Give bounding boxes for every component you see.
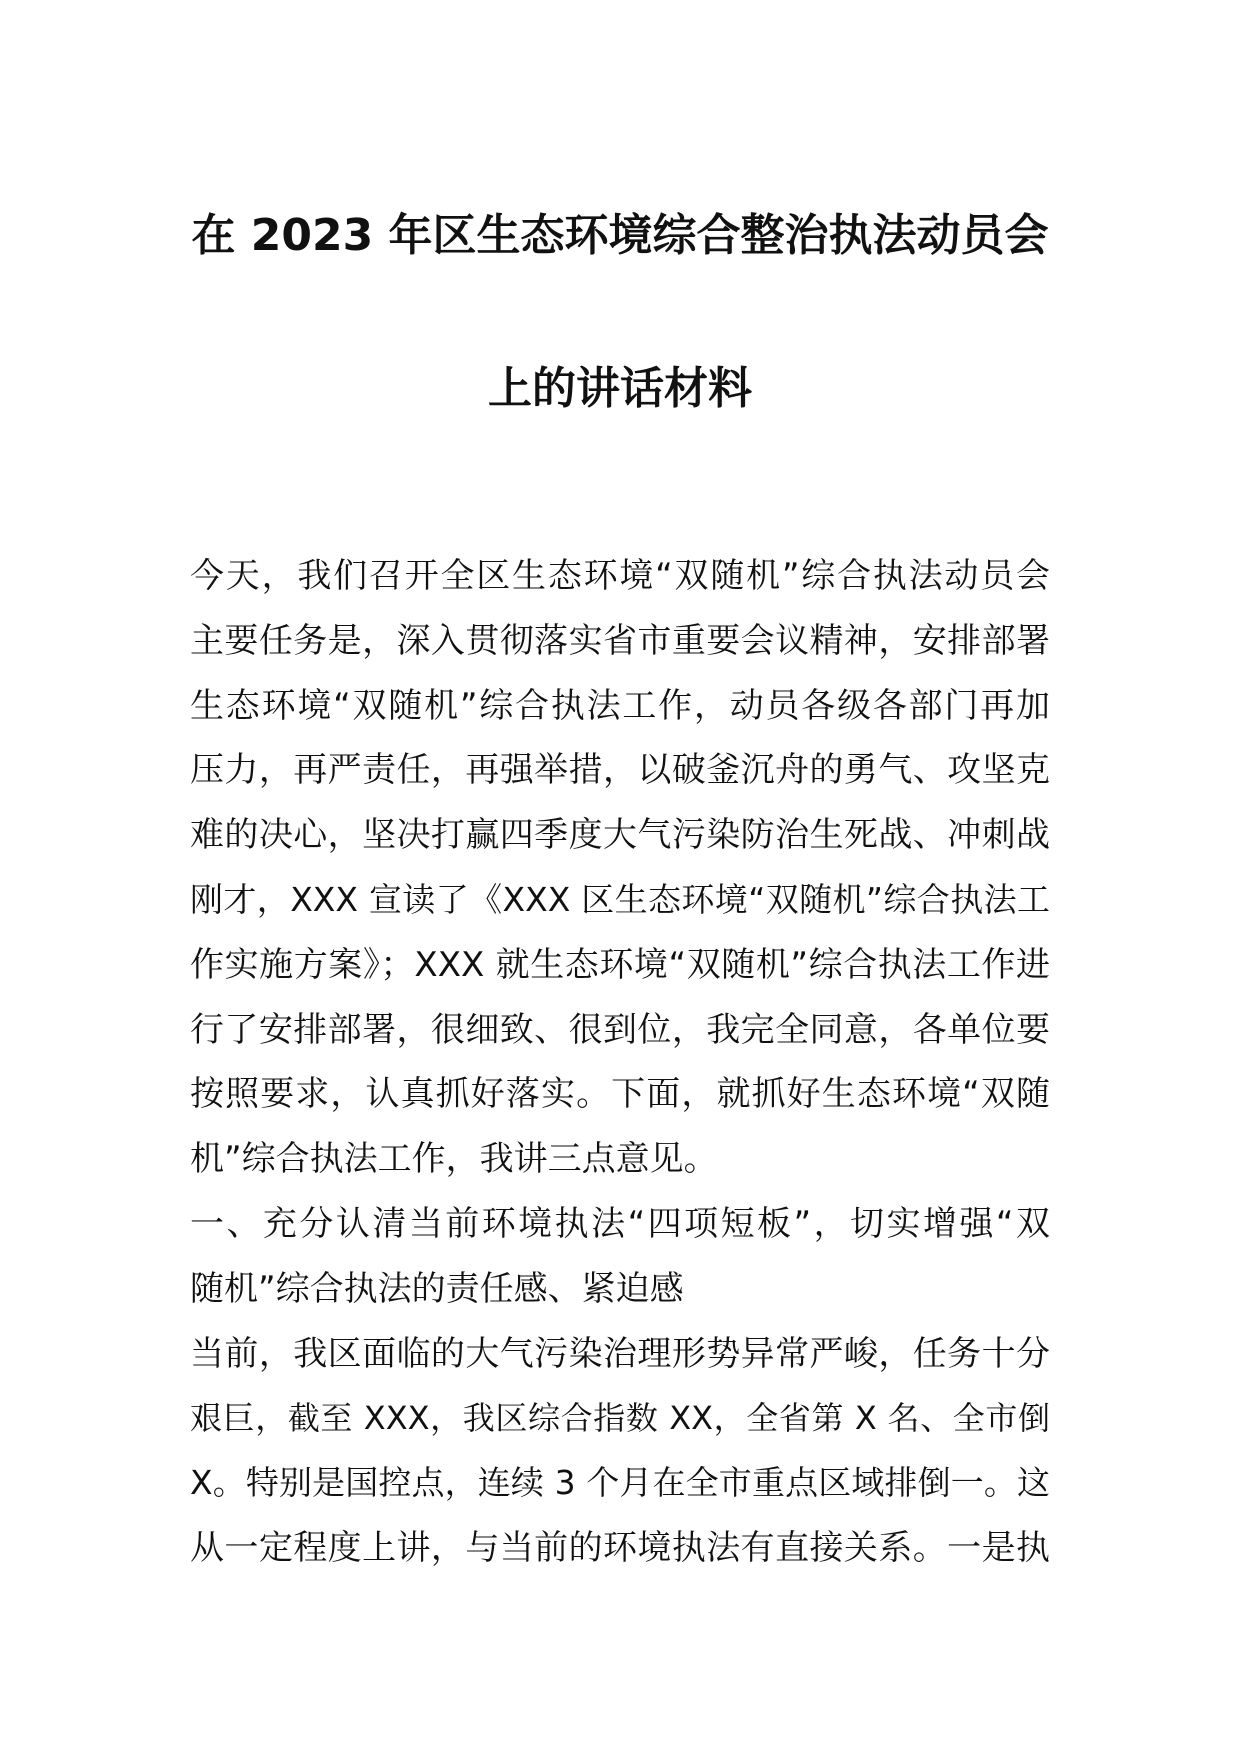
body-line: 按照要求，认真抓好落实。下面，就抓好生态环境“双随 bbox=[190, 1074, 1050, 1115]
document-title-line-2: 上的讲话材料 bbox=[488, 363, 752, 414]
body-line: 今天，我们召开全区生态环境“双随机”综合执法动员会 bbox=[190, 556, 1050, 596]
body-line: 刚才，XXX 宣读了《XXX 区生态环境“双随机”综合执法工 bbox=[190, 879, 1050, 919]
body-line: 艰巨，截至 XXX，我区综合指数 XX，全省第 X 名、全市倒 bbox=[190, 1399, 1050, 1438]
document-title-line-1: 在 2023 年区生态环境综合整治执法动员会 bbox=[191, 210, 1049, 261]
body-line: 作实施方案》；XXX 就生态环境“双随机”综合执法工作进 bbox=[190, 944, 1050, 985]
body-line: X。特别是国控点，连续 3 个月在全市重点区域排倒一。这 bbox=[190, 1463, 1050, 1503]
body-line: 压力，再严责任，再强举措，以破釜沉舟的勇气、攻坚克 bbox=[190, 750, 1050, 791]
body-line: 机”综合执法工作，我讲三点意见。 bbox=[190, 1139, 718, 1180]
body-line: 难的决心，坚决打赢四季度大气污染防治生死战、冲刺战 bbox=[190, 815, 1050, 856]
body-line: 当前，我区面临的大气污染治理形势异常严峻，任务十分 bbox=[190, 1333, 1050, 1374]
body-line: 生态环境“双随机”综合执法工作，动员各级各部门再加 bbox=[190, 685, 1050, 726]
section-heading-line: 一、充分认清当前环境执法“四项短板”，切实增强“双 bbox=[190, 1203, 1050, 1244]
body-line: 主要任务是，深入贯彻落实省市重要会议精神，安排部署 bbox=[190, 620, 1050, 661]
body-line: 从一定程度上讲，与当前的环境执法有直接关系。一是执 bbox=[190, 1527, 1050, 1568]
section-heading-line: 随机”综合执法的责任感、紧迫感 bbox=[190, 1268, 684, 1309]
document-body bbox=[190, 544, 1050, 1581]
body-line: 行了安排部署，很细致、很到位，我完全同意，各单位要 bbox=[190, 1009, 1050, 1050]
